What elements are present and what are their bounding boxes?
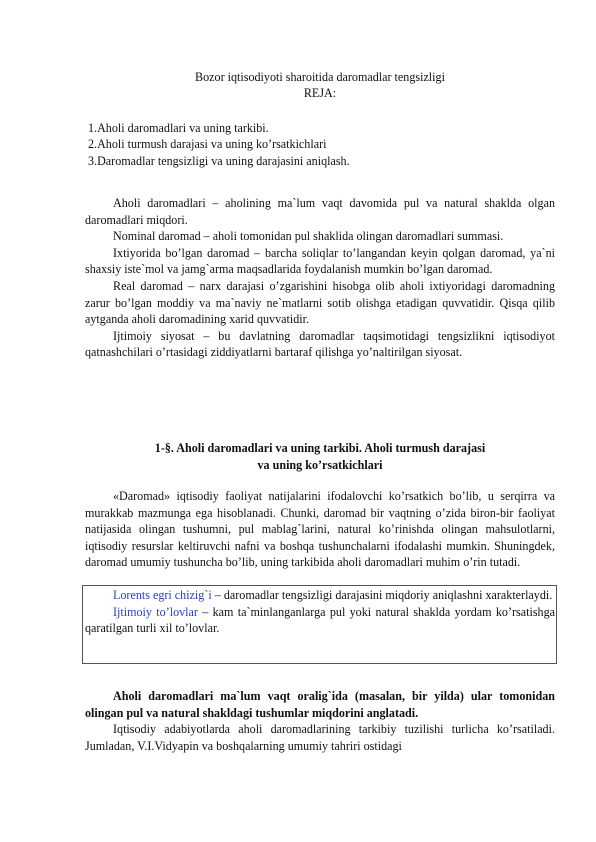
term-definition: – kam ta`minlanganlarga pul yoki natural shaklda yordam ko’rsatishga qaratilgan turli xil to’lovlar. [85,604,555,636]
plan-item: 1.Aholi daromadlari va uning tarkibi. [88,121,269,135]
box-definition [85,604,555,637]
definition-paragraph: Nominal daromad – aholi tomonidan pul shaklida olingan daromadlari summasi. [113,229,504,244]
definitions-block [85,195,555,361]
term-definition: – daromadlar tengsizligi darajasini miqdoriy aniqlashni xarakterlaydi. [211,588,553,602]
plan-item: 3.Daromadlar tengsizligi va uning darajasini aniqlash. [88,153,350,168]
definition-paragraph: Ixtiyorida bo’lgan daromad – barcha soliqlar to’langandan keyin qolgan daromad, ya`ni shaxsiy iste`mol va jamg`arma maqsadlarida foydalanish mumkin bo’lgan daromad. [85,245,555,277]
section-heading-line: va uning ko’rsatkichlari [257,458,383,472]
box-definition [85,587,555,604]
plan-list [88,120,350,169]
term-lorenz-curve: Lorents egri chizig`i [113,588,212,602]
section-heading [85,440,555,474]
title-line: Bozor iqtisodiyoti sharoitida daromadlar tengsizligi [195,70,445,84]
section-heading-line: 1-§. Aholi daromadlari va uning tarkibi. Aholi turmush darajasi [154,441,486,455]
bold-paragraph-text: Aholi daromadlari ma`lum vaqt oralig`ida (masalan, bir yilda) ular tomonidan olingan pul va natural shakldagi tushumlar miqdorini anglatadi. [85,689,555,720]
last-paragraph [85,721,555,754]
plan-item: 2.Aholi turmush darajasi va uning ko’rsatkichlari [88,137,327,152]
plan-heading: REJA: [303,86,337,100]
body-paragraph: Iqtisodiy adabiyotlarda aholi daromadlarining tarkibiy tuzilishi turlicha ko’rsatiladi. Jumladan, V.I.Vidyapin va boshqalarning umumiy tahriri ostidagi [85,722,555,753]
document-title [85,69,555,101]
definition-paragraph: Aholi daromadlari – aholining ma`lum vaqt davomida pul va natural shaklda olgan daromadlari miqdori. [85,196,555,227]
definition-paragraph: Real daromad – narx darajasi o’zgarishini hisobga olib aholi ixtiyoridagi daromadning zarur bo’lgan moddiy va ma`naviy ne`matlarni sotib olishga etadigan quvvatidir. Qisqa qilib aytganda aholi daromadining xarid quvvatidir. [85,278,555,327]
bold-paragraph [85,688,555,721]
definition-paragraph: Ijtimoiy siyosat – bu davlatning daromadlar taqsimotidagi tengsizlikni iqtisodiyot qatnashchilari o’rtasidagi ziddiyatlarni bartaraf qilishga yo’naltirilgan siyosat. [85,328,555,360]
section-paragraph [85,488,555,571]
boxed-definitions [85,587,555,637]
body-paragraph: «Daromad» iqtisodiy faoliyat natijalarini ifodalovchi ko’rsatkich bo’lib, u serqirra va murakkab mazmunga ega hisoblanadi. Chunki, daromad bir vaqtning o’zida biron-bir faoliyat natijasida olingan tushumni, pul mablag`larini, natural ko’rinishda olingan mahsulotlarni, iqtisodiy resurslar keltiruvchi nafni va boshqa tushunchalarni ifodalashi mumkin. Shuningdek, daromad umumiy tushuncha bo’lib, uning tarkibida aholi daromadlari muhim o’rin tutadi. [85,489,555,570]
term-social-payments: Ijtimoiy to’lovlar [113,604,198,619]
